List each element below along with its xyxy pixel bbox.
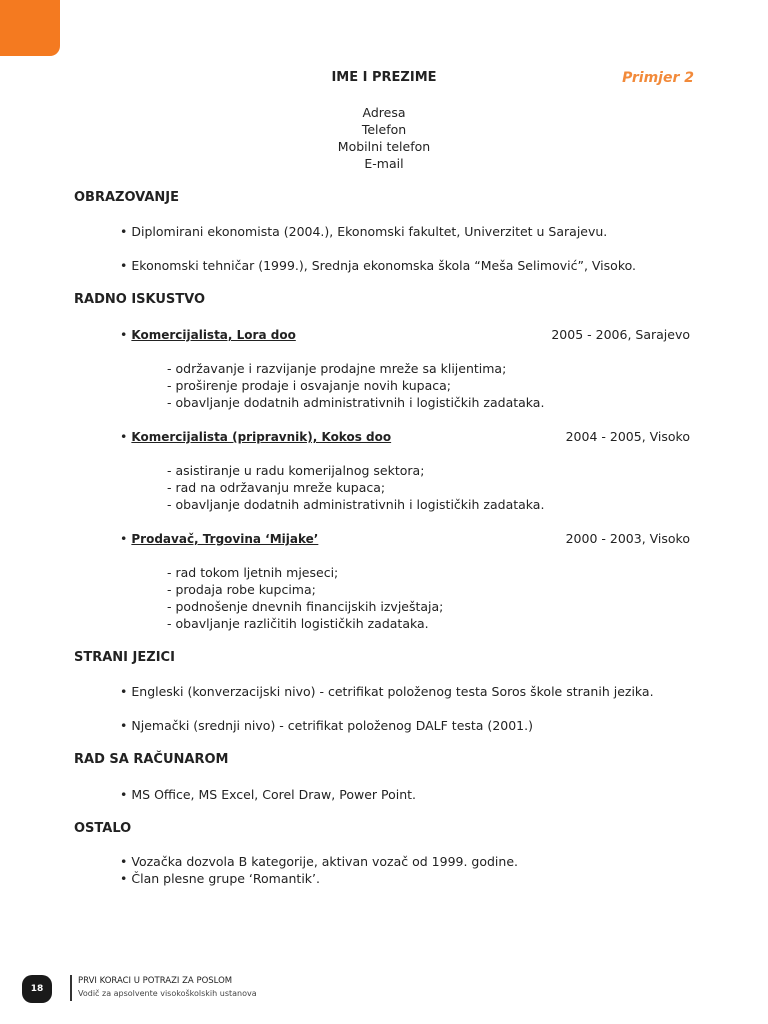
section-title-languages: STRANI JEZICI (74, 650, 175, 665)
contact-phone: Telefon (361, 122, 407, 137)
contact-mobile: Mobilni telefon (337, 139, 431, 154)
list-item (120, 871, 320, 886)
cv-name-heading: IME I PREZIME (331, 70, 437, 85)
computer-item-text: MS Office, MS Excel, Corel Draw, Power Point. (131, 787, 417, 802)
job-entry (120, 429, 391, 444)
list-item (120, 718, 533, 733)
job-date: 2004 - 2005, Visoko (565, 429, 690, 444)
job-task: - asistiranje u radu komerijalnog sektora; (167, 463, 425, 478)
list-item (120, 684, 654, 699)
bullet: • (120, 224, 128, 239)
language-item-text: Njemački (srednji nivo) - cetrifikat položenog DALF testa (2001.) (131, 718, 533, 733)
job-title: Komercijalista (pripravnik), Kokos doo (131, 430, 392, 444)
footer-title: PRVI KORACI U POTRAZI ZA POSLOM (78, 976, 233, 986)
bullet: • (120, 684, 128, 699)
job-entry (120, 531, 318, 546)
footer-subtitle: Vodič za apsolvente visokoškolskih ustanova (78, 989, 257, 998)
language-item-text: Engleski (konverzacijski nivo) - cetrifikat položenog testa Soros škole stranih jezika. (131, 684, 654, 699)
bullet: • (120, 429, 128, 444)
job-task: - podnošenje dnevnih financijskih izvještaja; (167, 599, 444, 614)
section-title-computer: RAD SA RAČUNAROM (74, 752, 229, 767)
bullet: • (120, 854, 128, 869)
list-item (120, 258, 636, 273)
job-entry (120, 327, 296, 342)
bullet: • (120, 787, 128, 802)
job-task: - obavljanje dodatnih administrativnih i logističkih zadataka. (167, 497, 545, 512)
job-task: - rad na održavanju mreže kupaca; (167, 480, 386, 495)
education-item-text: Ekonomski tehničar (1999.), Srednja ekonomska škola “Meša Selimović”, Visoko. (131, 258, 637, 273)
job-date: 2005 - 2006, Sarajevo (551, 327, 690, 342)
list-item (120, 224, 607, 239)
job-task: - obavljanje dodatnih administrativnih i logističkih zadataka. (167, 395, 545, 410)
bullet: • (120, 258, 128, 273)
list-item (120, 854, 518, 869)
bullet: • (120, 871, 128, 886)
contact-email: E-mail (364, 156, 404, 171)
footer-divider (70, 975, 72, 1001)
contact-address: Adresa (362, 105, 406, 120)
job-task: - rad tokom ljetnih mjeseci; (167, 565, 339, 580)
section-title-education: OBRAZOVANJE (74, 190, 179, 205)
bullet: • (120, 531, 128, 546)
corner-tab-decoration (0, 0, 60, 56)
job-title: Komercijalista, Lora doo (131, 328, 296, 342)
list-item (120, 787, 416, 802)
section-title-other: OSTALO (74, 821, 132, 836)
job-task: - održavanje i razvijanje prodajne mreže sa klijentima; (167, 361, 507, 376)
job-task: - prodaja robe kupcima; (167, 582, 316, 597)
job-task: - proširenje prodaje i osvajanje novih kupaca; (167, 378, 452, 393)
section-title-experience: RADNO ISKUSTVO (74, 292, 206, 307)
education-item-text: Diplomirani ekonomista (2004.), Ekonomski fakultet, Univerzitet u Sarajevu. (131, 224, 608, 239)
example-label: Primjer 2 (622, 70, 694, 86)
other-item-text: Vozačka dozvola B kategorije, aktivan vozač od 1999. godine. (131, 854, 518, 869)
job-title: Prodavač, Trgovina ‘Mijake’ (131, 532, 319, 546)
bullet: • (120, 327, 128, 342)
other-item-text: Član plesne grupe ‘Romantik’. (131, 871, 320, 886)
job-date: 2000 - 2003, Visoko (565, 531, 690, 546)
page-number-badge: 18 (22, 975, 52, 1003)
job-task: - obavljanje različitih logističkih zadataka. (167, 616, 429, 631)
bullet: • (120, 718, 128, 733)
